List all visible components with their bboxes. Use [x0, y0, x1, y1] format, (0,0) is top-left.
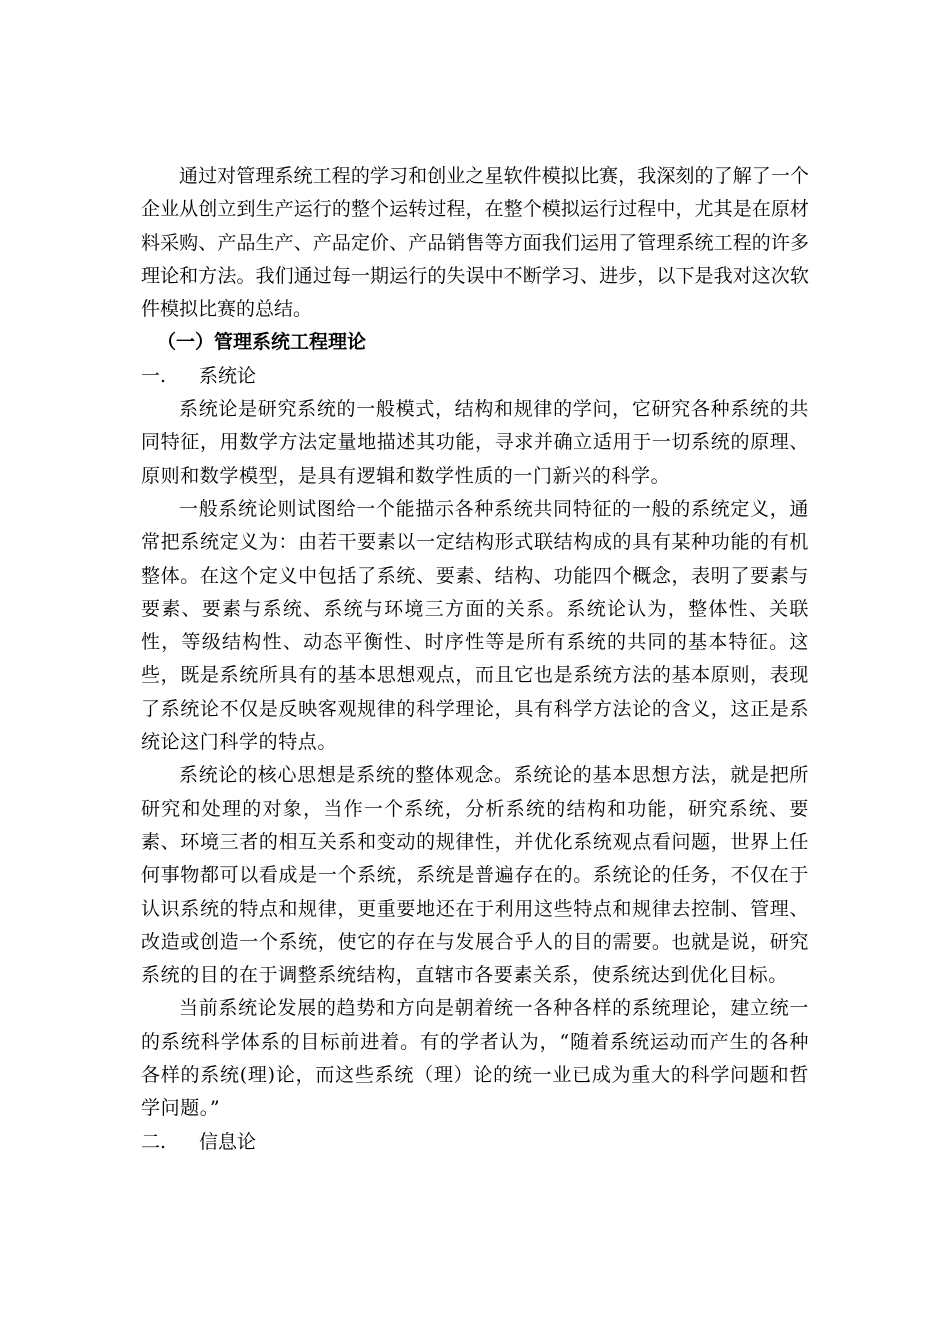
item-number: 二.: [141, 1130, 167, 1153]
item-number: 一.: [141, 364, 167, 387]
body-paragraph: 系统论的核心思想是系统的整体观念。系统论的基本思想方法，就是把所研究和处理的对象，当作一个系统，分析系统的结构和功能，研究系统、要素、环境三者的相互关系和变动的规律性，并优化系统观点看问题，世界上任何事物都可以看成是一个系统，系统是普遍存在的。系统论的任务，不仅在于认识系统的特点和规律，更重要地还在于利用这些特点和规律去控制、管理、改造或创造一个系统，使它的存在与发展合乎人的目的需要。也就是说，研究系统的目的在于调整系统结构，直辖市各要素关系，使系统达到优化目标。: [141, 764, 809, 987]
section-heading: （一）管理系统工程理论: [157, 331, 367, 354]
list-item-systems-theory: [141, 360, 809, 393]
intro-paragraph: 通过对管理系统工程的学习和创业之星软件模拟比赛，我深刻的了解了一个企业从创立到生产运行的整个运转过程，在整个模拟运行过程中，尤其是在原材料采购、产品生产、产品定价、产品销售等方面我们运用了管理系统工程的许多理论和方法。我们通过每一期运行的失误中不断学习、进步，以下是我对这次软件模拟比赛的总结。: [141, 165, 809, 321]
body-paragraph: 当前系统论发展的趋势和方向是朝着统一各种各样的系统理论，建立统一的系统科学体系的目标前进着。有的学者认为，“随着系统运动而产生的各种各样的系统(理)论，而这些系统（理）论的统一业已成为重大的科学问题和哲学问题。”: [141, 997, 809, 1120]
body-paragraph: 系统论是研究系统的一般模式，结构和规律的学问，它研究各种系统的共同特征，用数学方法定量地描述其功能，寻求并确立适用于一切系统的原理、原则和数学模型，是具有逻辑和数学性质的一门新兴的科学。: [141, 398, 809, 487]
list-item-information-theory: [141, 1126, 809, 1159]
item-title: 系统论: [199, 364, 257, 387]
body-paragraph: 一般系统论则试图给一个能描示各种系统共同特征的一般的系统定义，通常把系统定义为：由若干要素以一定结构形式联结构成的具有某种功能的有机整体。在这个定义中包括了系统、要素、结构、功能四个概念，表明了要素与要素、要素与系统、系统与环境三方面的关系。系统论认为，整体性、关联性，等级结构性、动态平衡性、时序性等是所有系统的共同的基本特征。这些，既是系统所具有的基本思想观点，而且它也是系统方法的基本原则，表现了系统论不仅是反映客观规律的科学理论，具有科学方法论的含义，这正是系统论这门科学的特点。: [141, 497, 809, 754]
document-body: [141, 160, 809, 1159]
item-title: 信息论: [199, 1130, 257, 1153]
